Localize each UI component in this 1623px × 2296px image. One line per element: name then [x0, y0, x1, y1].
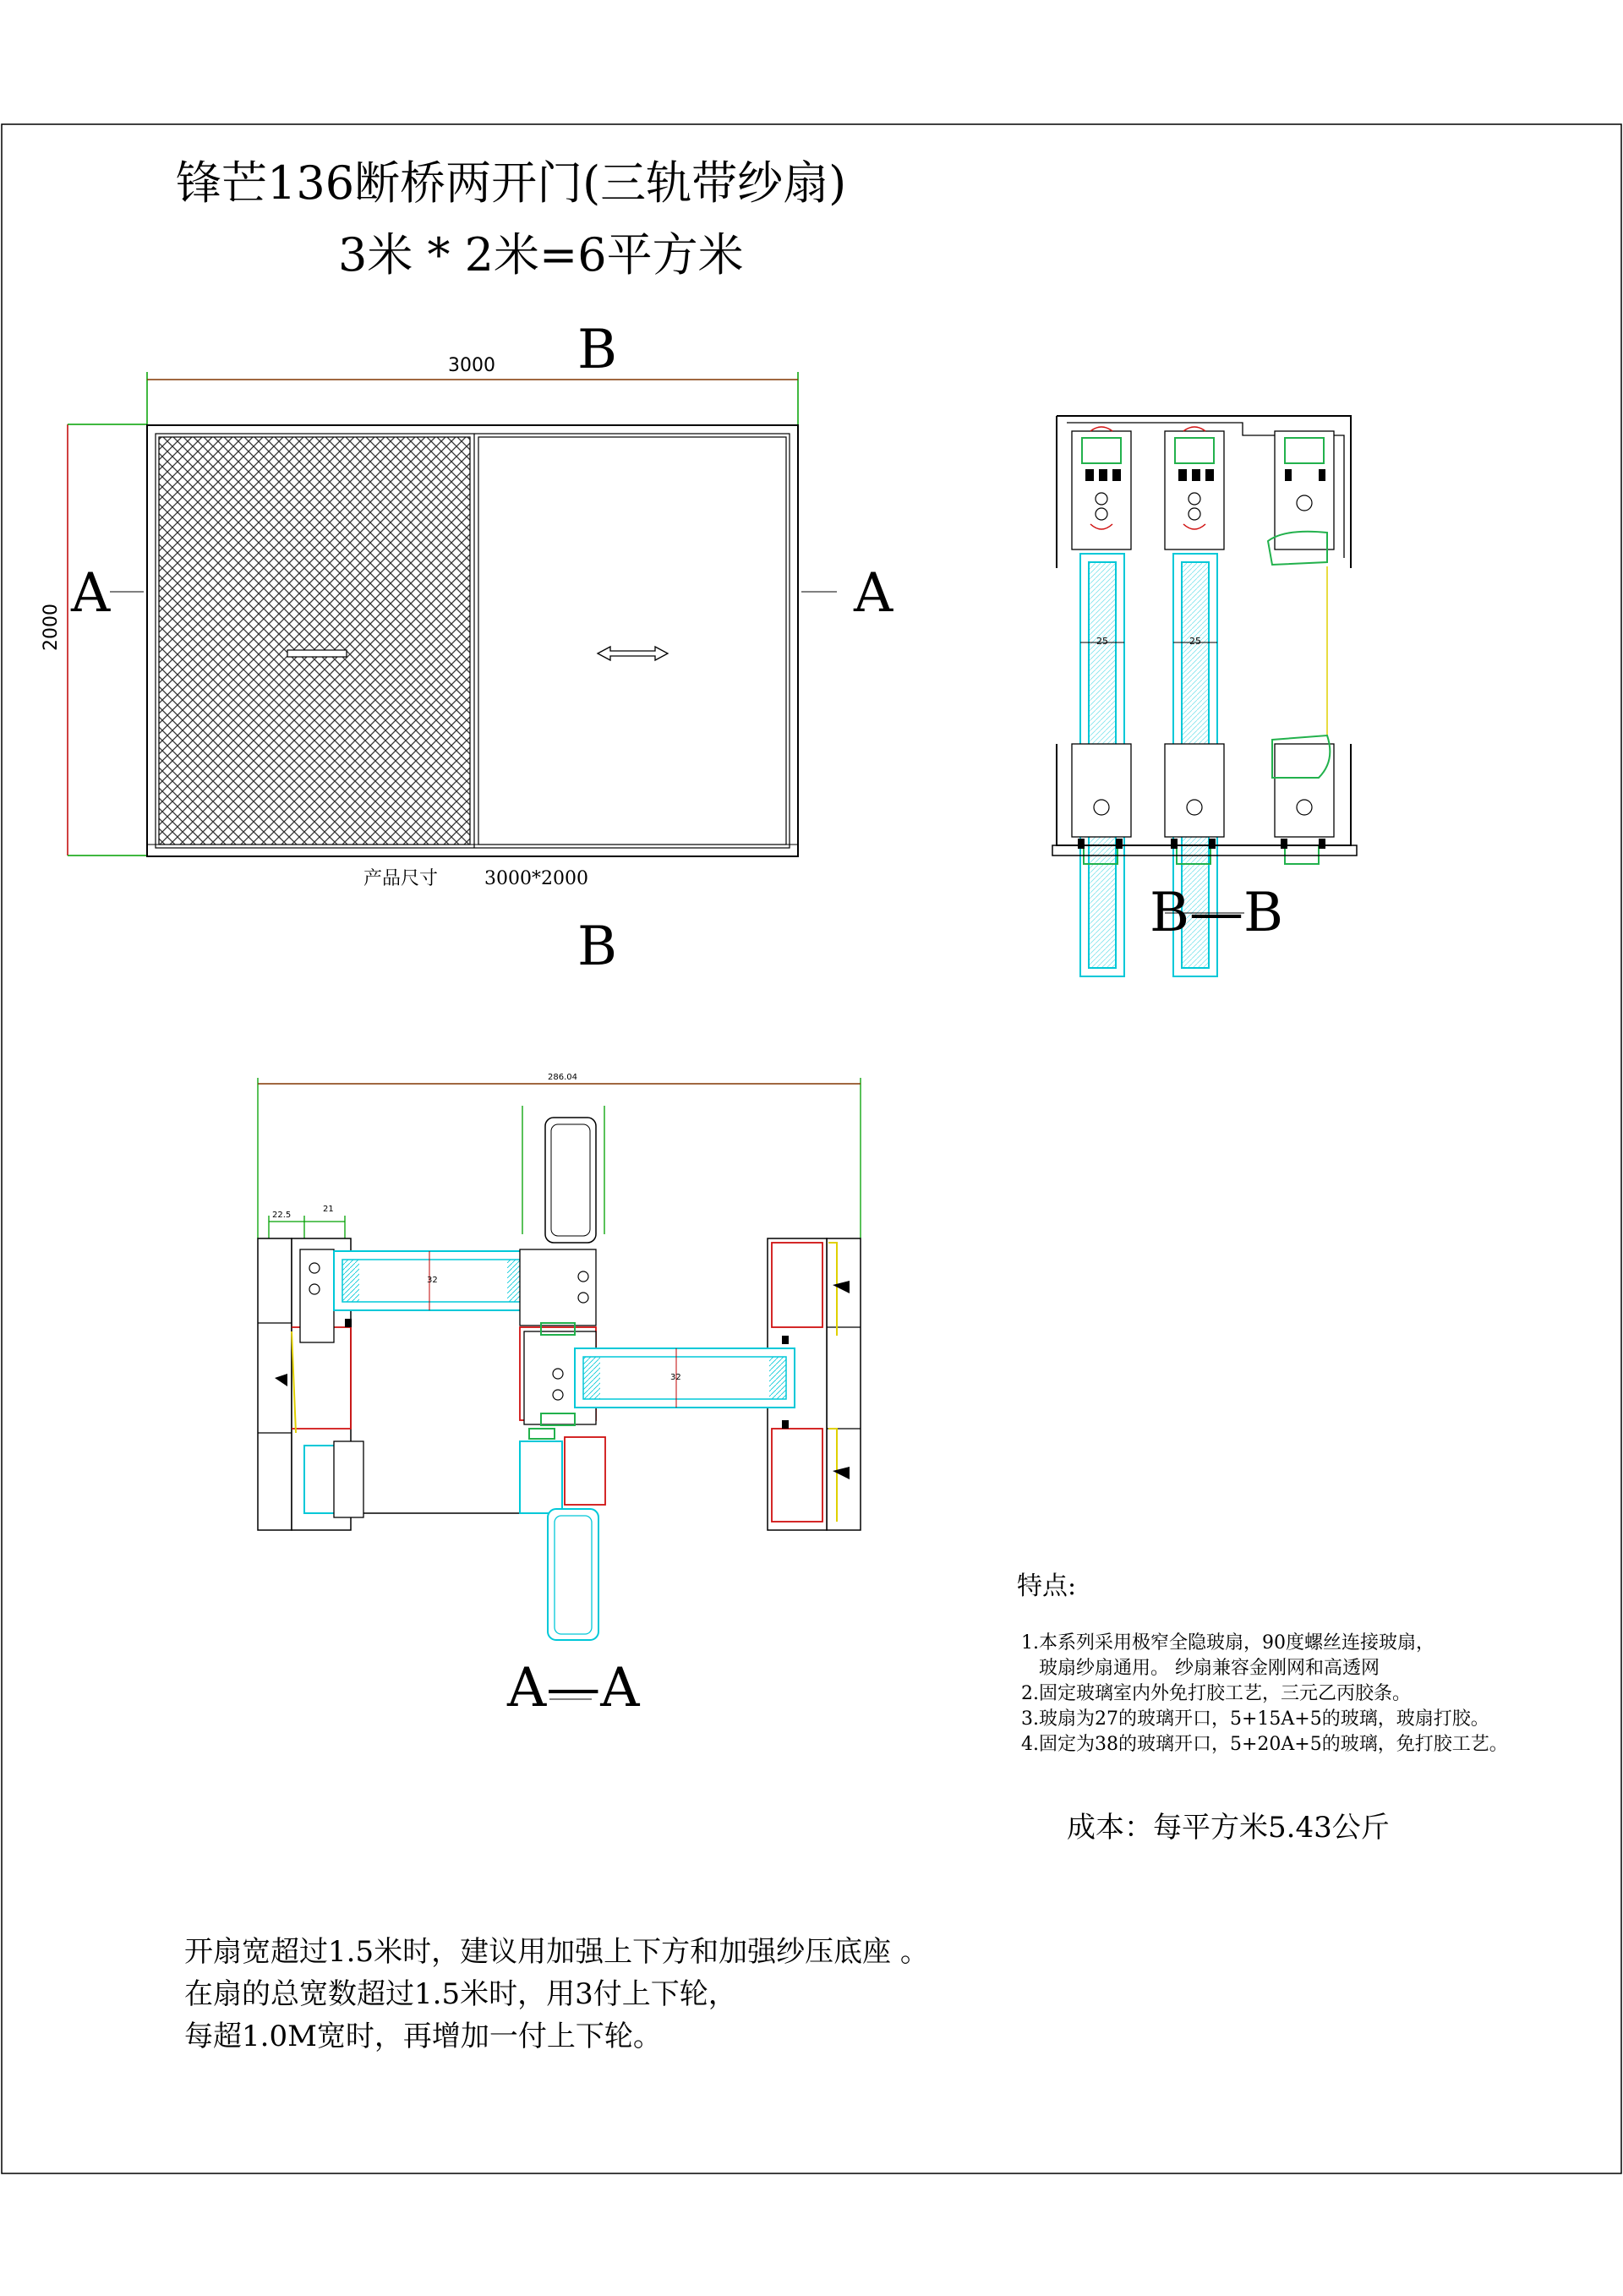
section-marker-top-b: B [577, 319, 618, 381]
section-aa-view [258, 1078, 861, 1699]
section-aa-dim-small-2: 21 [323, 1205, 334, 1214]
feature-item: 玻扇纱扇通用。 纱扇兼容金刚网和高透网 [1021, 1658, 1380, 1679]
height-dimension-label: 2000 [41, 604, 62, 651]
product-size-label: 产品尺寸 [363, 868, 439, 889]
section-aa-glass-dim-1: 32 [427, 1276, 438, 1285]
product-size-value: 3000*2000 [484, 868, 588, 889]
width-dimension-label: 3000 [448, 355, 495, 376]
cost-note: 成本：每平方米5.43公斤 [1067, 1811, 1390, 1845]
sheet-border [2, 124, 1621, 2173]
note-line: 在扇的总宽数超过1.5米时，用3付上下轮， [184, 1977, 737, 2011]
section-marker-bottom-b: B [577, 916, 618, 978]
feature-item: 1.本系列采用极窄全隐玻扇，90度螺丝连接玻扇， [1021, 1632, 1434, 1654]
features-heading: 特点: [1017, 1572, 1077, 1601]
section-marker-right-a: A [854, 562, 893, 625]
note-line: 开扇宽超过1.5米时，建议用加强上下方和加强纱压底座 。 [184, 1935, 929, 1969]
section-aa-label: A—A [507, 1657, 640, 1719]
section-aa-overall-dim: 286.04 [548, 1073, 577, 1082]
section-aa-dim-small-1: 22.5 [272, 1211, 292, 1220]
feature-item: 4.固定为38的玻璃开口，5+20A+5的玻璃，免打胶工艺。 [1021, 1734, 1508, 1755]
note-line: 每超1.0M宽时，再增加一付上下轮。 [184, 2020, 662, 2053]
elevation-view [68, 372, 837, 856]
section-aa-glass-dim-2: 32 [670, 1373, 681, 1382]
feature-item: 3.玻扇为27的玻璃开口，5+15A+5的玻璃，玻扇打胶。 [1021, 1708, 1489, 1730]
title-line-2: 3米 * 2米=6平方米 [338, 228, 744, 282]
section-bb-label: B—B [1150, 882, 1284, 944]
title-line-1: 锋芒136断桥两开门(三轨带纱扇) [176, 156, 847, 210]
feature-item: 2.固定玻璃室内外免打胶工艺，三元乙丙胶条。 [1021, 1683, 1411, 1704]
section-bb-dim-right: 25 [1189, 636, 1201, 647]
section-bb-dim-left: 25 [1096, 636, 1108, 647]
section-marker-left-a: A [71, 562, 111, 625]
